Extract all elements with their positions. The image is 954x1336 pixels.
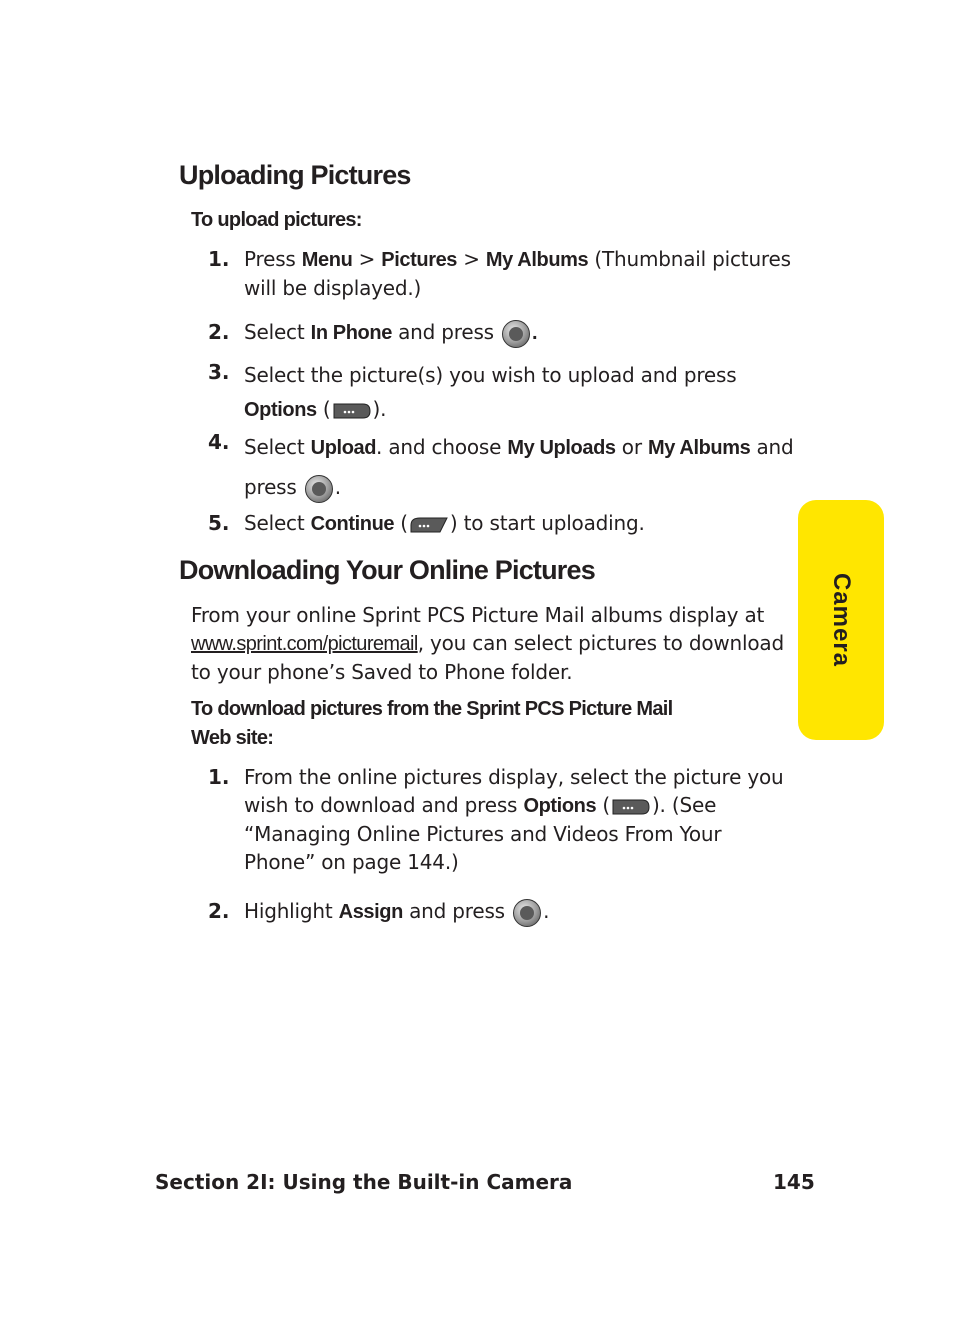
section-title-uploading: Uploading Pictures: [179, 160, 411, 190]
download-paragraph: From your online Sprint PCS Picture Mail albums display at www.sprint.com/picturemail, you can select pictures to download to your phone’s Saved to Phone folder.: [191, 603, 784, 684]
step-number: 1.: [208, 765, 230, 789]
footer-section: Section 2I: Using the Built-in Camera: [155, 1170, 573, 1194]
page-number: 145: [773, 1170, 815, 1194]
step-number: 2.: [208, 320, 230, 344]
upload-intro: To upload pictures:: [191, 209, 362, 231]
step-number: 3.: [208, 360, 230, 384]
download-intro: To download pictures from the Sprint PCS Picture Mail Web site:: [191, 698, 673, 749]
step-number: 4.: [208, 430, 230, 454]
section-title-downloading: Downloading Your Online Pictures: [179, 555, 595, 585]
download-step-1: From the online pictures display, select the picture you wish to download and press Options ( ). (See “Managing Online Pictures and Videos From Your Phone” on page 144.): [244, 765, 784, 874]
menu-ok-button-icon: [305, 475, 333, 503]
upload-step-5: Select Continue ( ) to start uploading.: [244, 511, 645, 535]
upload-step-4: Select Upload. and choose My Uploads or My Albums and press .: [244, 428, 794, 507]
download-step-2: Highlight Assign and press .: [244, 897, 794, 927]
step-number: 2.: [208, 899, 230, 923]
menu-ok-button-icon: [502, 320, 530, 348]
upload-step-3: Select the picture(s) you wish to upload and press Options ( ).: [244, 363, 737, 421]
step-number: 1.: [208, 247, 230, 271]
softkey-icon: [333, 401, 371, 421]
menu-ok-button-icon: [513, 899, 541, 927]
step-number: 5.: [208, 511, 230, 535]
upload-step-1: Press Menu > Pictures > My Albums (Thumbnail pictures will be displayed.): [244, 247, 791, 300]
camera-side-tab-label: Camera: [828, 572, 855, 668]
softkey-icon: [410, 515, 448, 535]
picturemail-link[interactable]: www.sprint.com/picturemail: [191, 633, 418, 655]
upload-step-2: Select In Phone and press .: [244, 318, 794, 348]
softkey-icon: [612, 797, 650, 817]
